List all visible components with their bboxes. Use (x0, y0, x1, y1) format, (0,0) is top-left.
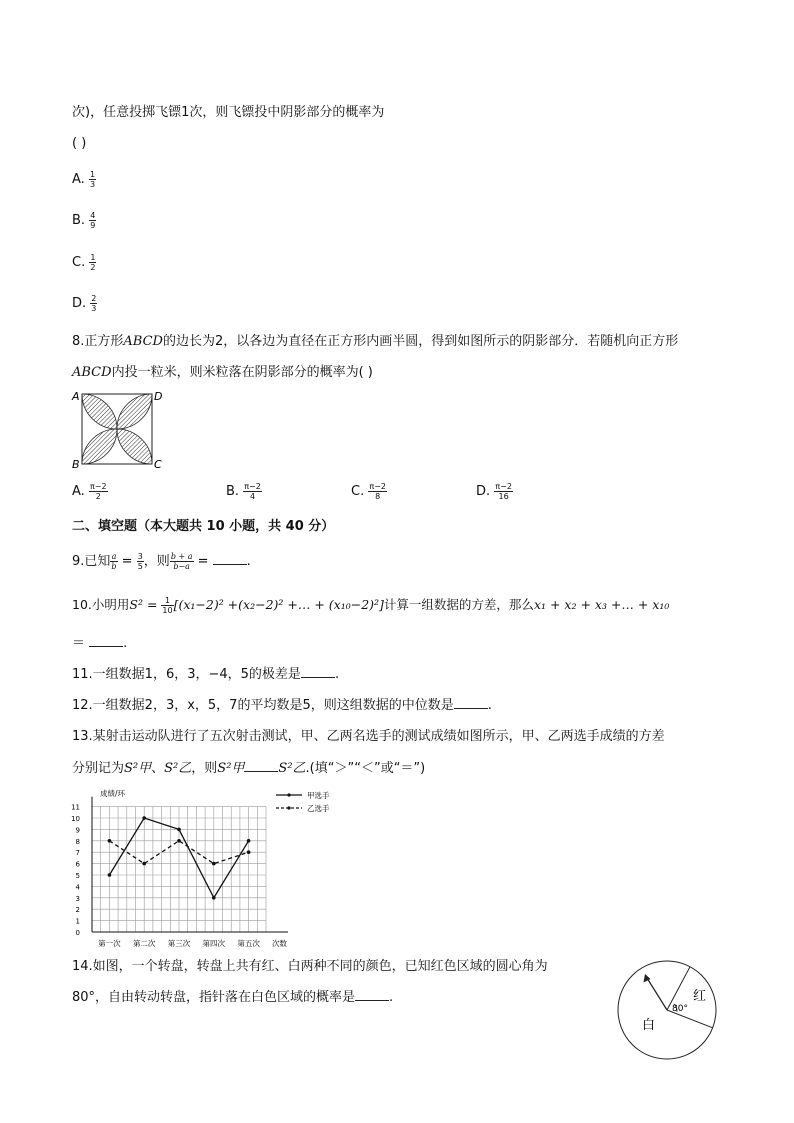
q11: 11.一组数据1，6，3，−4，5的极差是 . (72, 667, 340, 682)
answer-blank[interactable] (355, 988, 389, 1001)
fraction: $\frac{3}{5}$ (137, 552, 143, 571)
q7-stem: 次)，任意投掷飞镖1次，则飞镖投中阴影部分的概率为 (72, 105, 385, 120)
fraction: $\frac{\pi-2}{16}$ (495, 482, 512, 501)
y-tick-label: 3 (75, 894, 80, 903)
spinner-figure (614, 958, 720, 1062)
petal (82, 394, 117, 429)
white-label: 白 (642, 1018, 656, 1033)
y-tick-label: 0 (75, 929, 80, 937)
y-tick-label: 6 (75, 860, 80, 869)
q8-option-b[interactable]: B. $\frac{\pi-2}{4}$ (226, 482, 261, 501)
fraction: $\frac{b + a}{b-a}$ (170, 552, 193, 571)
y-tick-label: 9 (75, 826, 80, 835)
q12: 12.一组数据2，3，x，5，7的平均数是5，则这组数据的中位数是 . (72, 698, 492, 713)
petal (82, 429, 117, 464)
pointer-arrow (647, 978, 667, 1010)
data-point (212, 862, 216, 866)
q8-stem-line1: 8.正方形ABCD的边长为2，以各边为直径在正方形内画半圆，得到如图所示的阴影部分．若随机向正方形 (72, 334, 679, 349)
y-tick-label: 11 (71, 803, 80, 812)
q7-option-c[interactable]: C. $\frac{1}{2}$ (72, 253, 96, 272)
fraction: $\frac{1}{2}$ (90, 253, 96, 272)
petal (117, 429, 152, 464)
y-tick-label: 8 (75, 837, 80, 846)
data-point (177, 839, 181, 843)
answer-blank[interactable] (213, 552, 247, 565)
q7-option-a[interactable]: A. $\frac{1}{3}$ (72, 170, 96, 189)
x-tick-label: 第五次 (237, 939, 260, 948)
legend-marker (287, 806, 290, 809)
answer-blank[interactable] (454, 696, 488, 709)
data-point (212, 896, 216, 900)
x-tick-label: 第四次 (202, 939, 226, 948)
x-tick-label: 第三次 (167, 939, 191, 948)
vertex-a: A (72, 390, 80, 403)
vertex-b: B (72, 458, 80, 471)
answer-blank[interactable] (301, 665, 335, 678)
y-tick-label: 10 (71, 815, 80, 823)
q13-line2: 分别记为S²甲、S²乙，则S²甲 S²乙.(填“＞”“＜”或“＝”) (72, 761, 426, 776)
data-point (108, 873, 112, 877)
y-tick-label: 5 (75, 872, 80, 880)
fraction: $\frac{1}{3}$ (89, 170, 96, 189)
q8-option-d[interactable]: D. $\frac{\pi-2}{16}$ (476, 482, 512, 501)
legend-label: 乙选手 (307, 804, 330, 813)
data-point (247, 839, 251, 843)
data-point (142, 862, 146, 866)
angle-label: 80° (672, 1004, 688, 1014)
x-tick-label: 第一次 (98, 939, 121, 948)
answer-blank[interactable] (89, 634, 123, 647)
q8-option-a[interactable]: A. $\frac{\pi-2}{2}$ (72, 482, 107, 501)
y-tick-label: 2 (75, 906, 80, 915)
q7-answer-paren: ( ) (72, 136, 87, 151)
x-tick-label: 第二次 (132, 939, 156, 948)
y-tick-label: 7 (75, 849, 80, 858)
data-point (108, 839, 112, 843)
q8-square-petal-figure (68, 386, 168, 472)
y-axis-label: 成绩/环 (100, 789, 126, 798)
vertex-c: C (154, 458, 162, 471)
fraction: $\frac{4}{9}$ (90, 211, 96, 230)
x-axis-label: 次数 (272, 939, 287, 948)
section-title: 二、填空题（本大题共 10 小题，共 40 分） (72, 519, 335, 534)
data-point (177, 828, 181, 832)
q10-line1: 10.小明用S² = $\frac{1}{10}$ [(x₁−2)² +(x₂−2)² +… + (x₁₀−2)²]计算一组数据的方差，那么x₁ + x₂ + x₃ +… + x₁₀ (72, 596, 670, 615)
q10-line2: ＝ . (72, 636, 128, 651)
data-point (247, 850, 251, 854)
q13-line1: 13.某射击运动队进行了五次射击测试，甲、乙两名选手的测试成绩如图所示，甲、乙两选手成绩的方差 (72, 729, 665, 744)
answer-blank[interactable] (244, 759, 278, 772)
legend-marker (287, 793, 290, 796)
q8-option-c[interactable]: C. $\frac{\pi-2}{8}$ (351, 482, 386, 501)
fraction: $\frac{1}{10}$ (162, 596, 173, 615)
q14-line1: 14.如图，一个转盘，转盘上共有红、白两种不同的颜色，已知红色区域的圆心角为 (72, 959, 548, 974)
petal (117, 394, 152, 429)
q8-stem-line2: ABCD内投一粒米，则米粒落在阴影部分的概率为( ) (72, 365, 373, 380)
red-label: 红 (693, 989, 707, 1004)
fraction: $\frac{\pi-2}{4}$ (244, 482, 261, 501)
q14-line2: 80°，自由转动转盘，指针落在白色区域的概率是 . (72, 990, 394, 1005)
fraction: $\frac{\pi-2}{8}$ (369, 482, 386, 501)
fraction: $\frac{a}{b}$ (111, 552, 117, 571)
y-tick-label: 4 (75, 883, 80, 892)
y-tick-label: 1 (75, 917, 80, 926)
q7-option-b[interactable]: B. $\frac{4}{9}$ (72, 211, 96, 230)
vertex-d: D (154, 390, 163, 403)
data-point (142, 816, 146, 820)
fraction: $\frac{2}{3}$ (91, 294, 97, 313)
q7-option-d[interactable]: D. $\frac{2}{3}$ (72, 294, 97, 313)
fraction: $\frac{\pi-2}{2}$ (89, 482, 107, 501)
legend-label: 甲选手 (307, 791, 330, 800)
q9: 9.已知 $\frac{a}{b}$ = $\frac{3}{5}$ ，则 $\frac{b + a}{b-a}$ = . (72, 552, 251, 571)
score-line-chart (66, 785, 356, 950)
